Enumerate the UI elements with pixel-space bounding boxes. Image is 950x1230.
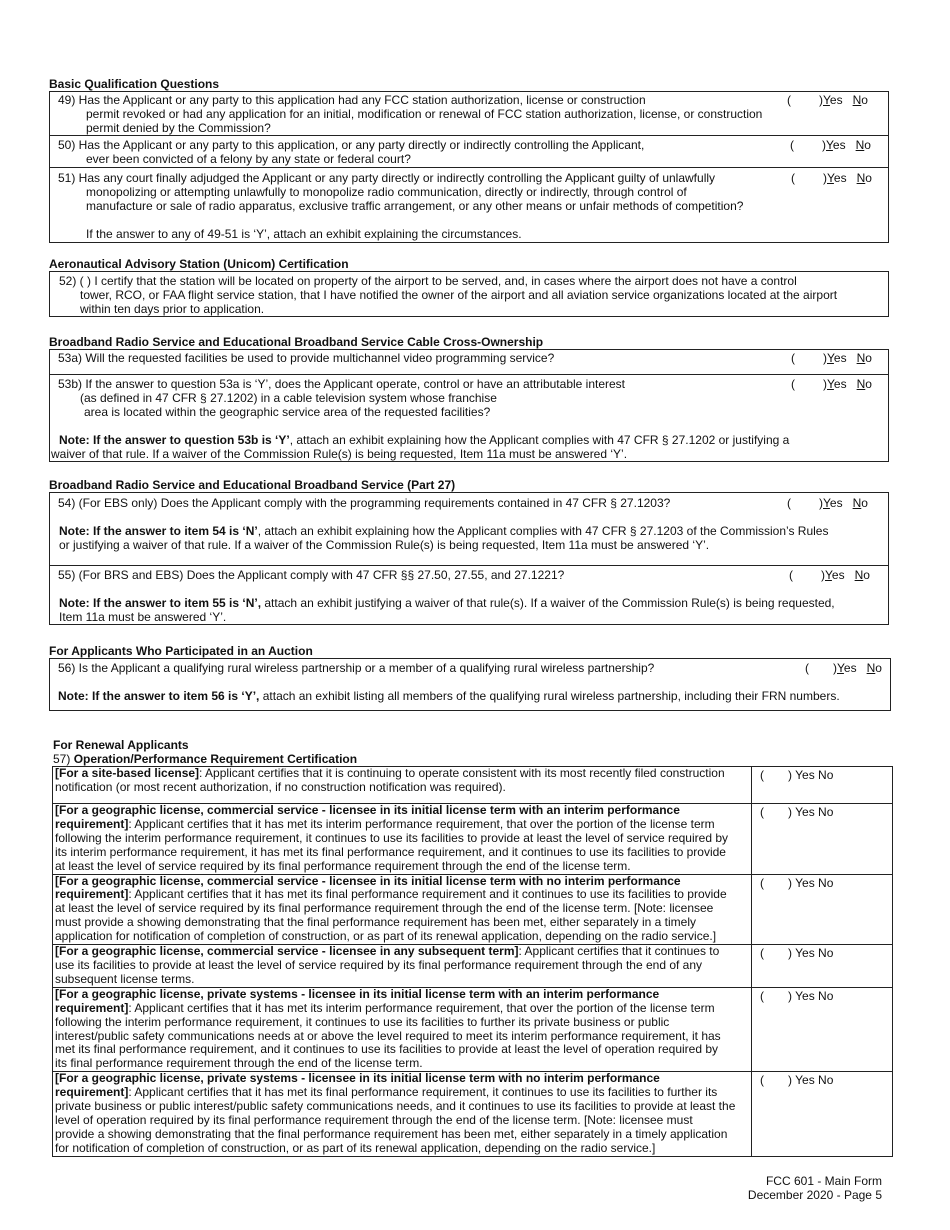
cert-yes-no[interactable]: ( ) Yes No xyxy=(752,767,893,804)
q57-title: 57) Operation/Performance Requirement Certification xyxy=(53,752,358,766)
q56-text: 56) Is the Applicant a qualifying rural wireless partnership or a member of a qualifying rural wireless partnership? xyxy=(58,661,655,675)
q55-yes-no[interactable]: ( )Yes No xyxy=(789,568,870,582)
cert-text: [For a geographic license, commercial service - licensee in its initial license term with no interim performance requirement]: Applicant certifies that it has met its final performance requirement and it continues to use its facilities to provide at least the level of service required by its final performance requirement through the end of the license term. [Note: licensee must provide a showing demonstrating that the final performance requirement has been met, either separately in a timely application for notification of completion of construction, or as part of its renewal application, depending on the radio service.] xyxy=(53,874,752,945)
q49-text: 49) Has the Applicant or any party to this application had any FCC station authorization, license or construction permit revoked or had any application for an initial, modification or renewal of FCC station authorization, license, or construction permit denied by the Commission? xyxy=(58,93,763,135)
q53a-row xyxy=(50,350,888,375)
q53a-text: 53a) Will the requested facilities be used to provide multichannel video programming service? xyxy=(58,351,555,365)
q51-note: If the answer to any of 49-51 is ‘Y’, attach an exhibit explaining the circumstances. xyxy=(86,227,522,241)
brs-cable-heading: Broadband Radio Service and Educational Broadband Service Cable Cross-Ownership xyxy=(49,335,544,349)
renewal-table xyxy=(52,766,893,1157)
auction-heading: For Applicants Who Participated in an Auction xyxy=(49,644,313,658)
q54-note: Note: If the answer to item 54 is ‘N’, attach an exhibit explaining how the Applicant complies with 47 CFR § 27.1203 of the Commission’s Rules or justifying a waiver of that rule. If a waiver of the Commission Rule(s) is being requested, Item 11a must be answered ‘Y’. xyxy=(59,524,829,552)
cert-row xyxy=(53,874,893,945)
page-number: December 2020 - Page 5 xyxy=(747,1188,882,1202)
page-footer xyxy=(748,1174,882,1202)
cert-yes-no[interactable]: ( ) Yes No xyxy=(752,874,893,945)
cert-yes-no[interactable]: ( ) Yes No xyxy=(752,1072,893,1156)
q51-yes-no[interactable]: ( )Yes No xyxy=(791,171,872,185)
q53a-yes-no[interactable]: ( )Yes No xyxy=(791,351,872,365)
q49-yes-no[interactable]: ( )Yes No xyxy=(787,93,868,107)
q55-text: 55) (For BRS and EBS) Does the Applicant comply with 47 CFR §§ 27.50, 27.55, and 27.1221? xyxy=(58,568,565,582)
q54-yes-no[interactable]: ( )Yes No xyxy=(787,496,868,510)
q55-note: Note: If the answer to item 55 is ‘N’, attach an exhibit justifying a waiver of that rule(s). If a waiver of the Commission Rule(s) is being requested, Item 11a must be answered ‘Y’. xyxy=(59,596,835,624)
cert-text: [For a geographic license, commercial service - licensee in its initial license term with an interim performance requirement]: Applicant certifies that it has met its interim performance requirement, that over the portion of the license term following the interim performance requirement, it continues to use its facilities to provide at least the level of service required by its interim performance requirement, it has met its final performance requirement, and it continues to use its facilities to provide at least the level of service required by its final performance requirement through the end of the license term. xyxy=(53,804,752,875)
cert-row xyxy=(53,987,893,1071)
cert-text: [For a site-based license]: Applicant certifies that it is continuing to operate consistent with its most recently filed construction notification (or most recent authorization, if no construction notification was required). xyxy=(53,767,752,804)
cert-yes-no[interactable]: ( ) Yes No xyxy=(752,804,893,875)
cert-yes-no[interactable]: ( ) Yes No xyxy=(752,945,893,988)
q49-row xyxy=(50,92,888,136)
q56-yes-no[interactable]: ( )Yes No xyxy=(805,661,882,675)
basic-box xyxy=(49,91,889,243)
cert-row xyxy=(53,1072,893,1156)
q52-text[interactable]: 52) ( ) I certify that the station will be located on property of the airport to be served, and, in cases where the airport does not have a control tower, RCO, or FAA flight service station, that I have notified the owner of the airport and all aviation service organizations located at the airport within ten days prior to application. xyxy=(59,274,838,316)
cert-row xyxy=(53,945,893,988)
q53b-yes-no[interactable]: ( )Yes No xyxy=(791,377,872,391)
q50-row xyxy=(50,136,888,168)
auction-box xyxy=(49,658,891,711)
form-name: FCC 601 - Main Form xyxy=(765,1174,882,1188)
cert-text: [For a geographic license, commercial service - licensee in any subsequent term]: Applicant certifies that it continues to use its facilities to provide at least the level of service required by its final performance requirement through the end of any subsequent license terms. xyxy=(53,945,752,988)
q50-text: 50) Has the Applicant or any party to this application, or any party directly or indirectly controlling the Applicant, ever been convicted of a felony by any state or federal court? xyxy=(58,138,645,166)
q50-yes-no[interactable]: ( )Yes No xyxy=(790,138,871,152)
unicom-heading: Aeronautical Advisory Station (Unicom) Certification xyxy=(49,257,349,271)
q51-text: 51) Has any court finally adjudged the Applicant or any party directly or indirectly controlling the Applicant guilty of unlawfully monopolizing or attempting unlawfully to monopolize radio communication, directly or indirectly, through control of manufacture or sale of radio apparatus, exclusive traffic arrangement, or any other means or unfair methods of competition? If the answer to any of 49-51 is ‘Y’, attach an exhibit explaining the circumstances. xyxy=(58,171,744,241)
unicom-box xyxy=(49,271,889,317)
brs-part27-box xyxy=(49,492,889,625)
cert-yes-no[interactable]: ( ) Yes No xyxy=(752,987,893,1071)
basic-heading: Basic Qualification Questions xyxy=(49,77,220,91)
cert-text: [For a geographic license, private systems - licensee in its initial license term with an interim performance requirement]: Applicant certifies that it has met its interim performance requirement, that over the portion of the license term following the interim performance requirement, it continues to use its facilities to further its private business or public interest/public safety communications needs at or above the level required to meet its interim performance requirement, it has met its final performance requirement, and it continues to use its facilities to provide at least the level of operation required by its final performance requirement through the end of the license term. xyxy=(53,987,752,1071)
q54-row xyxy=(50,493,888,566)
q53b-text: 53b) If the answer to question 53a is ‘Y’, does the Applicant operate, control or have an attributable interest (as defined in 47 CFR § 27.1202) in a cable television system whose franchise area is located within the geographic service area of the requested facilities? xyxy=(58,377,626,419)
q54-text: 54) (For EBS only) Does the Applicant comply with the programming requirements contained in 47 CFR § 27.1203? xyxy=(58,496,671,510)
q56-note: Note: If the answer to item 56 is ‘Y’, attach an exhibit listing all members of the qualifying rural wireless partnership, including their FRN numbers. xyxy=(58,689,840,703)
cert-text: [For a geographic license, private systems - licensee in its initial license term with no interim performance requirement]: Applicant certifies that it has met its final performance requirement, it continues to use its facilities to further its private business or public interest/public safety communications needs, and it continues to use its facilities to provide at least the level of operation required by its final performance requirement through the end of the license term. [Note: licensee must provide a showing demonstrating that the final performance requirement has been met, either separately in a timely application for notification of completion of construction, or as part of its renewal application, depending on the radio service.] xyxy=(53,1072,752,1156)
brs-cable-box xyxy=(49,349,889,462)
renewal-heading: For Renewal Applicants xyxy=(53,738,189,752)
q53b-note: Note: If the answer to question 53b is ‘Y’, attach an exhibit explaining how the Applicant complies with 47 CFR § 27.1202 or justifying a waiver of that rule. If a waiver of the Commission Rule(s) is being requested, Item 11a must be answered ‘Y’. xyxy=(51,433,790,461)
brs-part27-heading: Broadband Radio Service and Educational Broadband Service (Part 27) xyxy=(49,478,456,492)
cert-row xyxy=(53,804,893,875)
cert-row xyxy=(53,767,893,804)
